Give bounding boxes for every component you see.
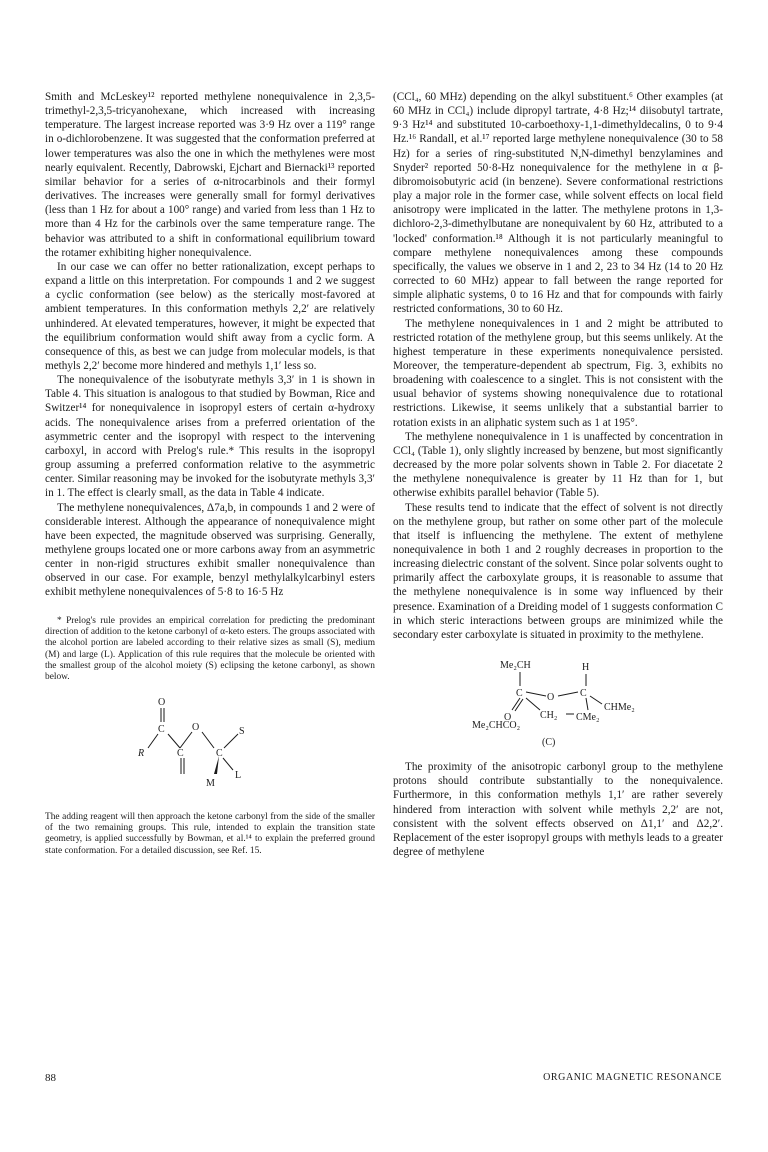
page-number: 88 — [45, 1072, 56, 1084]
group-cme2: CMe₂ — [576, 712, 600, 724]
group-ch2: CH₂ — [540, 710, 558, 722]
body-paragraph: In our case we can offer no better rationalization, except perhaps to expand a little on this interpretation. For compounds 1 and 2 we suggest a cyclic conformation (see below) as the sterically most-favored at ambient temperatures. In this conformation methyls 2,2′ are relatively unhindered. At elevated temperatures, however, it might be expected that the equilibrium conformation would shift away from a cyclic form. A consequence of this, as best we can judge from molecular models, is that methyls 2,2′ become more hindered and methyls 1,1′ less so. — [45, 260, 375, 372]
footnote-prelog: * Prelog's rule provides an empirical correlation for predicting the predominant direction of addition to the ketone carbonyl of α-keto esters. The groups associated with the alcohol portion are labeled according to their relative sizes as small (S), medium (M) and large (L). Application of this rule requires that the molecule be oriented with the smallest group of the alcohol moiety (S) eclipsing the ketone carbonyl, as shown below. — [45, 615, 375, 683]
prelog-bonds — [148, 708, 238, 774]
group-me2ch: Me₂CH — [500, 660, 531, 672]
atom-r: R — [138, 747, 145, 759]
atom-o-carbonyl: O — [504, 712, 512, 724]
footnote-continued: The adding reagent will then approach the ketone carbonyl from the side of the smaller of the two remaining groups. This rule, intended to explain the transition state geometry, is applied successfully by Bowman, et al.¹⁴ to explain the preferred ground state conformation. For a detailed discussion, see Ref. 15. — [45, 811, 375, 856]
atom-h: H — [582, 662, 590, 674]
label-l: L — [235, 769, 242, 781]
body-paragraph: The methylene nonequivalences in 1 and 2 might be attributed to restricted rotation of the methylene group, but this seems unlikely. At the highest temperature in these experiments nonequivalence persisted. Moreover, the temperature-dependent ab spectrum, Fig. 3, exhibits no broadening with coalescence to a singlet. This is not consistent with the usual behavior of systems showing nonequivalence due to rotational restrictions. Likewise, it seems unlikely that a substantial barrier to rotation exists in an aliphatic system such as 1 at 195°. — [393, 317, 723, 429]
atom-c: C — [158, 723, 165, 735]
body-paragraph: The methylene nonequivalences, Δ7a,b, in compounds 1 and 2 were of considerable interest. Although the appearance of nonequivalence might have been expected, the magnitude observed was surprising. Generally, methylene groups located one or more carbons away from an asymmetric center in non-rigid structures exhibit smaller nonequivalence than observed in our case. For example, benzyl methylalkylcarbinyl esters exhibit methylene nonequivalences of 5·8 to 16·5 Hz — [45, 501, 375, 599]
left-column — [45, 90, 375, 857]
label-s: S — [239, 725, 245, 737]
journal-title: ORGANIC MAGNETIC RESONANCE — [543, 1072, 722, 1083]
body-paragraph: The nonequivalence of the isobutyrate methyls 3,3′ in 1 is shown in Table 4. This situation is analogous to that studied by Bowman, Rice and Switzer¹⁴ for nonequivalence in isopropyl esters of certain α-hydroxy acids. The nonequivalence arises from a preferred orientation of the asymmetric center and the isopropyl with respect to the intervening carboxyl, in accord with Prelog's rule.* This results in the isopropyl group assuming a preferred conformation relative to the asymmetric center. Similar reasoning may be invoked for the isobutyrate methyls 3,3′ in 1. The effect is clearly small, as the data in Table 4 indicate. — [45, 374, 375, 500]
figure-caption: (C) — [542, 737, 556, 749]
atom-c: C — [516, 688, 523, 700]
body-paragraph: Smith and McLeskey¹² reported methylene nonequivalence in 2,3,5-trimethyl-2,3,5-tricyanohexane, which increased with increasing temperature. The largest increase reported was 3·9 Hz over a 119° range in o-dichlorobenzene. It was suggested that the conformation preferred at lower temperatures was also the one in which the methylenes were most nearly equivalent. Recently, Dabrowski, Ejchart and Biernacki¹³ reported similar behavior for a series of α-nitrocarbinols and their formyl derivatives. The increases were generally small for formyl derivatives (less than 1 Hz for about a 100° range) and varied from less than 1 Hz to more than 4 Hz for the carbinols over the same temperature range. The behavior was attributed to a shift in conformational equilibrium toward the rotamer exhibiting higher nonequivalence. — [45, 91, 375, 259]
atom-c: C — [216, 747, 223, 759]
atom-o: O — [192, 721, 200, 733]
body-paragraph: The methylene nonequivalence in 1 is unaffected by concentration in CCl₄ (Table 1), only slightly increased by benzene, but most significantly decreased by the more polar solvents shown in Table 2. For diacetate 2 the methylene nonequivalence is greater by 11 Hz than for 1, but otherwise exhibits parallel behavior (Table 5). — [393, 430, 723, 500]
right-column — [393, 90, 723, 859]
atom-o: O — [547, 692, 555, 704]
body-paragraph: These results tend to indicate that the effect of solvent is not directly on the methylene group, but rather on some other part of the molecule that itself is influencing the methylene. The extent of methylene nonequivalence in both 1 and 2 roughly decreases in proportion to the increasing dielectric constant of the solvent. Since polar solvents ought to primarily affect the carboxylate groups, it is reasonable to assume that the methylene nonequivalence is in some way influenced by their presence. Examination of a Dreiding model of 1 suggests conformation C in which steric interactions between groups are minimized while the secondary ester carboxylate is situated in proximity to the methylene. — [393, 501, 723, 641]
label-m: M — [206, 777, 215, 789]
group-me2chco2: Me₂CHCO₂ — [472, 720, 521, 732]
atom-c: C — [580, 688, 587, 700]
group-chme2: CHMe₂ — [604, 702, 635, 714]
body-paragraph: The proximity of the anisotropic carbonyl group to the methylene protons should contribute substantially to the nonequivalence. Furthermore, in this conformation methyls 1,1′ are rather severely hindered from interaction with solvent while methyls 2,2′ are not, consistent with the solvent effects observed on Δ1,1′ and Δ2,2′. Replacement of the ester isopropyl groups with methyls leads to a greater degree of methylene — [393, 761, 723, 859]
body-paragraph: (CCl₄, 60 MHz) depending on the alkyl substituent.⁶ Other examples (at 60 MHz in CCl₄) include dipropyl tartrate, 4·8 Hz;¹⁴ diisobutyl tartrate, 9·3 Hz¹⁴ and substituted 10-carboethoxy-1,1-dimethyldecalins, 0 to 9·4 Hz.¹⁶ Randall, et al.¹⁷ reported large methylene nonequivalence (30 to 58 Hz) for a series of ring-substituted N,N-dimethyl benzylamines and Snyder² reported 50·8-Hz nonequivalence for the methylene in α β-dibromoisobutyric acid (in benzene). Severe conformational restrictions play a major role in the former case, while solvent effects on local field anisotropy were implicated in the latter. The methylene protons in 1,3-dichloro-2,3-dimethylbutane are nonequivalent by 60 Hz, attributed to a 'locked' conformation.¹⁸ Although it is not particularly meaningful to compare methylene nonequivalences among these compounds specifically, the values we observe in 1 and 2, 23 to 34 Hz (14 to 20 Hz corrected to 60 MHz) appear to fall between the range reported for simple aliphatic systems, 0 to 16 Hz and that for compounds with fairly restricted conformations, 30 to 60 Hz. — [393, 91, 723, 316]
atom-o: O — [158, 696, 166, 708]
conformation-bonds — [512, 672, 602, 714]
conformation-c-figure — [448, 652, 668, 752]
atom-c: C — [177, 747, 184, 759]
prelog-rule-figure — [120, 690, 300, 802]
